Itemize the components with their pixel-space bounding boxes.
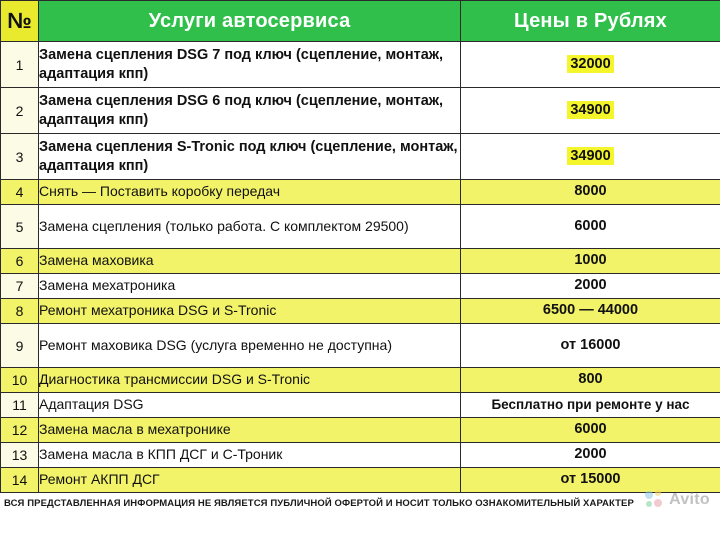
table-row: [1, 205, 720, 249]
row-number: 13: [1, 443, 39, 468]
table-row: [1, 299, 720, 324]
price-highlight: 32000: [567, 55, 613, 73]
row-price: от 16000: [461, 324, 720, 368]
row-price: 6000: [461, 418, 720, 443]
row-number: 11: [1, 393, 39, 418]
row-number: 5: [1, 205, 39, 249]
row-price: [461, 134, 720, 180]
table-row: [1, 88, 720, 134]
row-number: 4: [1, 180, 39, 205]
row-price: [461, 42, 720, 88]
table-row: [1, 418, 720, 443]
row-service: Замена сцепления (только работа. С комплектом 29500): [39, 205, 461, 249]
column-header-service: Услуги автосервиса: [39, 1, 461, 42]
row-number: 14: [1, 468, 39, 493]
table-row: [1, 393, 720, 418]
row-price: 2000: [461, 274, 720, 299]
column-header-number: №: [1, 1, 39, 42]
row-number: 12: [1, 418, 39, 443]
row-number: 7: [1, 274, 39, 299]
row-price: [461, 88, 720, 134]
row-service: Замена масла в мехатронике: [39, 418, 461, 443]
disclaimer-note: ВСЯ ПРЕДСТАВЛЕННАЯ ИНФОРМАЦИЯ НЕ ЯВЛЯЕТСЯ ПУБЛИЧНОЙ ОФЕРТОЙ И НОСИТ ТОЛЬКО ОЗНАКОМИТЕЛЬНЫЙ ХАРАКТЕР: [4, 498, 634, 509]
row-service: Замена сцепления DSG 6 под ключ (сцепление, монтаж, адаптация кпп): [39, 88, 461, 134]
row-price: 1000: [461, 249, 720, 274]
row-service: Ремонт мехатроника DSG и S-Tronic: [39, 299, 461, 324]
table-row: [1, 42, 720, 88]
row-price: 6500 — 44000: [461, 299, 720, 324]
row-price: 6000: [461, 205, 720, 249]
table-row: [1, 180, 720, 205]
row-service: Диагностика трансмиссии DSG и S-Tronic: [39, 368, 461, 393]
row-number: 2: [1, 88, 39, 134]
row-service: Замена маховика: [39, 249, 461, 274]
row-price: 8000: [461, 180, 720, 205]
avito-logo-icon: [645, 490, 664, 509]
row-number: 10: [1, 368, 39, 393]
row-number: 6: [1, 249, 39, 274]
table-body: [1, 42, 720, 493]
table-row: [1, 468, 720, 493]
row-service: Снять — Поставить коробку передач: [39, 180, 461, 205]
row-number: 1: [1, 42, 39, 88]
avito-watermark: [645, 490, 710, 509]
price-highlight: 34900: [567, 101, 613, 119]
row-service: Ремонт маховика DSG (услуга временно не доступна): [39, 324, 461, 368]
table-row: [1, 274, 720, 299]
row-number: 8: [1, 299, 39, 324]
row-price: Бесплатно при ремонте у нас: [461, 393, 720, 418]
row-price: от 15000: [461, 468, 720, 493]
column-header-price: Цены в Рублях: [461, 1, 720, 42]
table-row: [1, 368, 720, 393]
table-header: [1, 1, 720, 42]
table-row: [1, 443, 720, 468]
row-number: 9: [1, 324, 39, 368]
table-row: [1, 134, 720, 180]
row-service: Замена сцепления S-Tronic под ключ (сцепление, монтаж, адаптация кпп): [39, 134, 461, 180]
table-header-row: [1, 1, 720, 42]
row-service: Адаптация DSG: [39, 393, 461, 418]
row-service: Замена масла в КПП ДСГ и С-Троник: [39, 443, 461, 468]
row-service: Ремонт АКПП ДСГ: [39, 468, 461, 493]
row-number: 3: [1, 134, 39, 180]
row-price: 2000: [461, 443, 720, 468]
row-service: Замена мехатроника: [39, 274, 461, 299]
row-price: 800: [461, 368, 720, 393]
avito-watermark-label: Avito: [669, 490, 710, 508]
row-service: Замена сцепления DSG 7 под ключ (сцепление, монтаж, адаптация кпп): [39, 42, 461, 88]
table-row: [1, 324, 720, 368]
price-highlight: 34900: [567, 147, 613, 165]
table-row: [1, 249, 720, 274]
